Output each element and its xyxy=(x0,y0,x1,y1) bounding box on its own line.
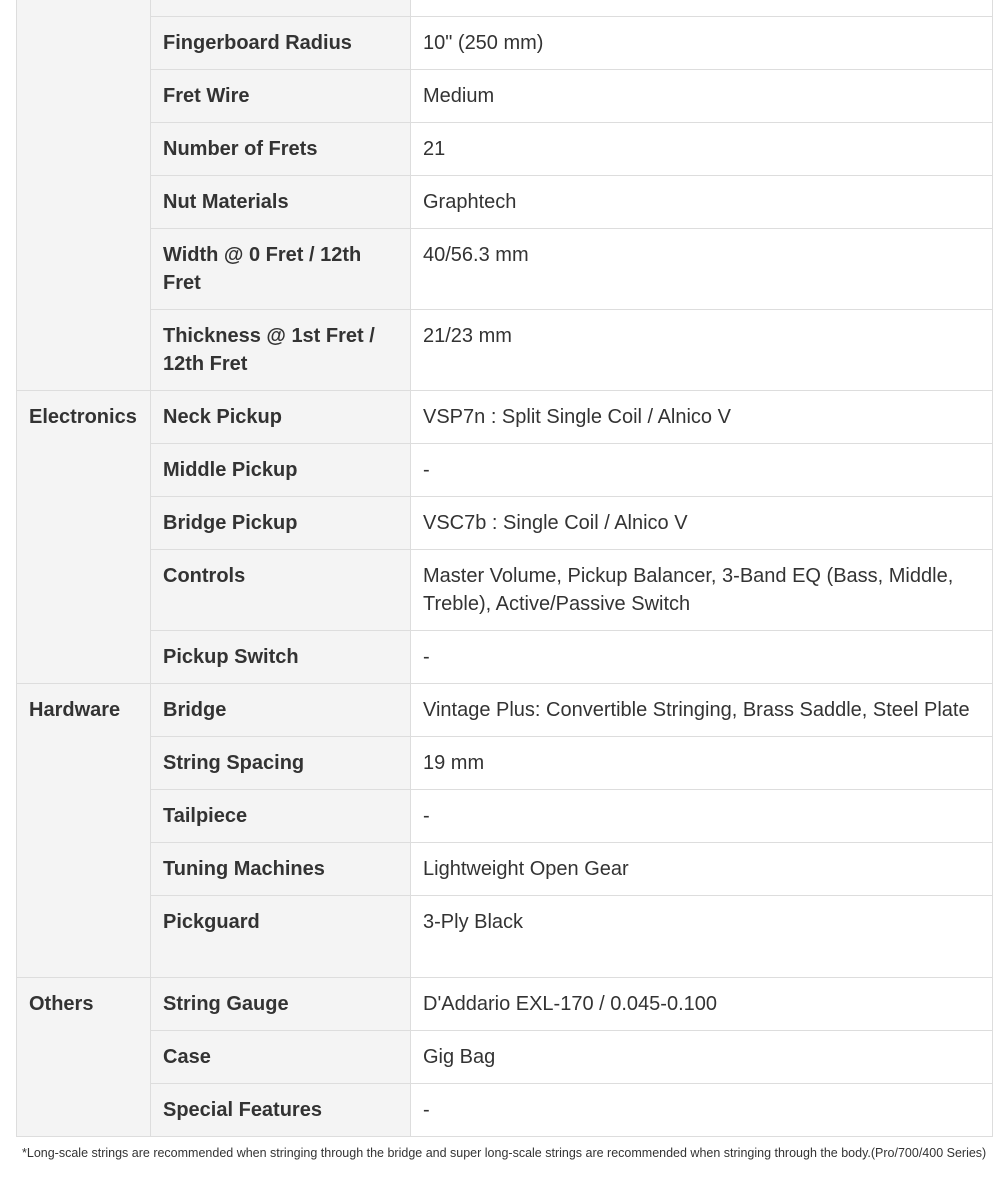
spec-value: D'Addario EXL-170 / 0.045-0.100 xyxy=(411,978,993,1031)
spec-label: Middle Pickup xyxy=(151,444,411,497)
spec-label: Width @ 0 Fret / 12th Fret xyxy=(151,229,411,310)
spec-value: Vintage Plus: Convertible Stringing, Brass Saddle, Steel Plate xyxy=(411,684,993,737)
spec-group-cell xyxy=(17,1084,151,1137)
spec-group-cell xyxy=(17,896,151,978)
spec-label: Case xyxy=(151,1031,411,1084)
spec-label: Fingerboard Radius xyxy=(151,17,411,70)
spec-row xyxy=(17,497,993,550)
spec-label: Nut Materials xyxy=(151,176,411,229)
spec-label: Bridge xyxy=(151,684,411,737)
spec-value: - xyxy=(411,444,993,497)
spec-value: VSP7n : Split Single Coil / Alnico V xyxy=(411,391,993,444)
spec-value: Gig Bag xyxy=(411,1031,993,1084)
spec-label: Bridge Pickup xyxy=(151,497,411,550)
spec-row xyxy=(17,1084,993,1137)
spec-value: 19 mm xyxy=(411,737,993,790)
spec-group-cell xyxy=(17,123,151,176)
spec-group-cell xyxy=(17,1031,151,1084)
footnote: *Long-scale strings are recommended when stringing through the bridge and super long-scale strings are recommended when stringing through the body.(Pro/700/400 Series) xyxy=(22,1146,987,1160)
spec-row xyxy=(17,790,993,843)
spec-label: Tuning Machines xyxy=(151,843,411,896)
spec-value: 21/23 mm xyxy=(411,310,993,391)
spec-row xyxy=(17,896,993,978)
spec-row xyxy=(17,550,993,631)
spec-row xyxy=(17,391,993,444)
spec-label: String Spacing xyxy=(151,737,411,790)
spec-row xyxy=(17,631,993,684)
spec-row xyxy=(17,176,993,229)
spec-group-cell xyxy=(17,843,151,896)
spec-value: 40/56.3 mm xyxy=(411,229,993,310)
spec-value: Graphtech xyxy=(411,176,993,229)
spec-row xyxy=(17,310,993,391)
spec-value: 10" (250 mm) xyxy=(411,17,993,70)
spec-group-cell xyxy=(17,790,151,843)
spec-value: Master Volume, Pickup Balancer, 3-Band EQ (Bass, Middle, Treble), Active/Passive Switch xyxy=(411,550,993,631)
spec-row xyxy=(17,17,993,70)
spec-group-cell xyxy=(17,176,151,229)
spec-group-cell xyxy=(17,229,151,310)
spec-label: Fret Wire xyxy=(151,70,411,123)
spec-group-electronics: Electronics xyxy=(17,391,151,444)
spec-row xyxy=(17,0,993,17)
spec-label: Neck Pickup xyxy=(151,391,411,444)
spec-row xyxy=(17,843,993,896)
spec-label xyxy=(151,0,411,17)
spec-row xyxy=(17,1031,993,1084)
spec-value: 3-Ply Black xyxy=(411,896,993,978)
spec-group-cell xyxy=(17,310,151,391)
spec-row xyxy=(17,229,993,310)
spec-label: Thickness @ 1st Fret / 12th Fret xyxy=(151,310,411,391)
spec-group-cell xyxy=(17,0,151,17)
spec-label: Pickguard xyxy=(151,896,411,978)
spec-value: - xyxy=(411,1084,993,1137)
spec-group-cell xyxy=(17,631,151,684)
spec-group-cell xyxy=(17,497,151,550)
spec-label: Special Features xyxy=(151,1084,411,1137)
spec-group-cell xyxy=(17,550,151,631)
spec-label: Tailpiece xyxy=(151,790,411,843)
spec-value: - xyxy=(411,790,993,843)
spec-group-hardware: Hardware xyxy=(17,684,151,737)
spec-row xyxy=(17,444,993,497)
spec-row xyxy=(17,123,993,176)
spec-group-cell xyxy=(17,17,151,70)
spec-group-cell xyxy=(17,737,151,790)
spec-group-cell xyxy=(17,444,151,497)
spec-group-cell xyxy=(17,70,151,123)
spec-value xyxy=(411,0,993,17)
spec-label: Controls xyxy=(151,550,411,631)
spec-value: Lightweight Open Gear xyxy=(411,843,993,896)
spec-label: Number of Frets xyxy=(151,123,411,176)
spec-value: VSC7b : Single Coil / Alnico V xyxy=(411,497,993,550)
spec-group-others: Others xyxy=(17,978,151,1031)
spec-value: 21 xyxy=(411,123,993,176)
spec-row xyxy=(17,978,993,1031)
spec-table xyxy=(16,0,993,1137)
spec-row xyxy=(17,737,993,790)
spec-row xyxy=(17,684,993,737)
spec-value: - xyxy=(411,631,993,684)
spec-label: String Gauge xyxy=(151,978,411,1031)
spec-label: Pickup Switch xyxy=(151,631,411,684)
spec-value: Medium xyxy=(411,70,993,123)
spec-row xyxy=(17,70,993,123)
